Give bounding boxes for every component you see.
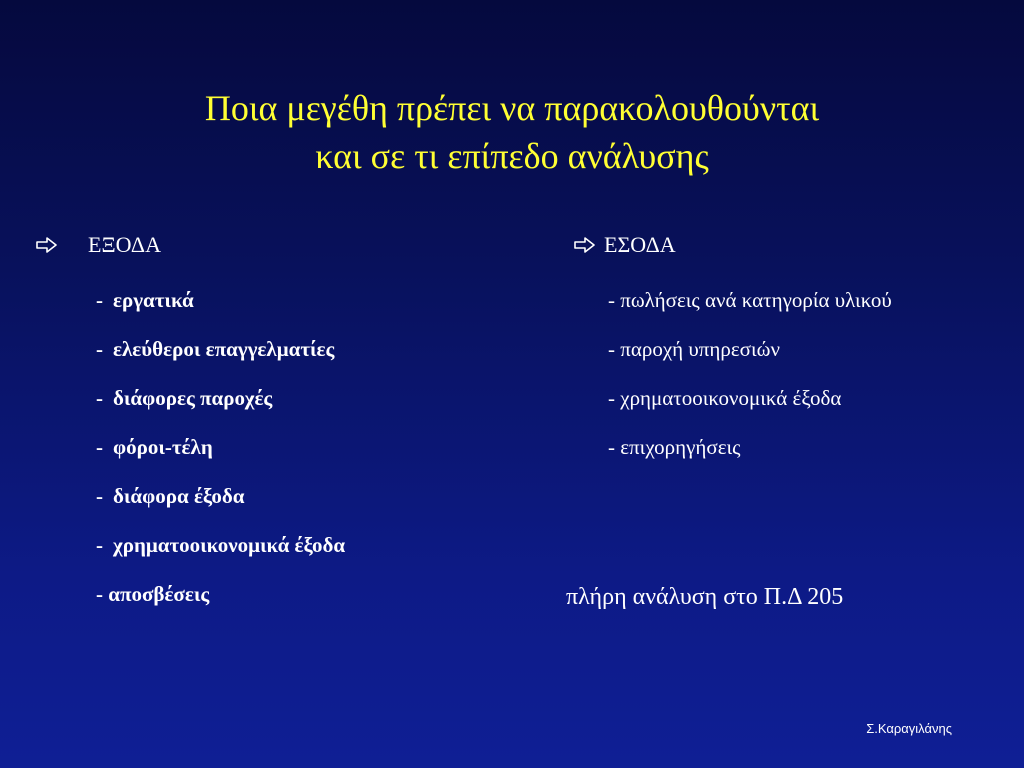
expenses-heading-row [36, 228, 506, 262]
revenues-column [574, 228, 1004, 472]
slide-title-line-2: και σε τι επίπεδο ανάλυσης [315, 136, 709, 176]
list-item: - ελεύθεροι επαγγελματίες [96, 337, 335, 361]
expenses-heading: ΕΞΟΔΑ [88, 232, 161, 257]
list-item: - διάφορα έξοδα [96, 484, 245, 508]
right-arrow-icon [36, 237, 58, 253]
right-arrow-icon [574, 237, 596, 253]
list-item: - πωλήσεις ανά κατηγορία υλικού [608, 288, 892, 312]
list-item: - χρηματοοικονομικά έξοδα [96, 533, 346, 557]
list-item: - επιχορηγήσεις [608, 435, 741, 459]
list-item: - διάφορες παροχές [96, 386, 273, 410]
revenues-list [608, 276, 1004, 472]
revenues-heading-row [574, 228, 1004, 262]
analysis-note: πλήρη ανάλυση στο Π.Δ 205 [566, 584, 844, 610]
author-footer: Σ.Καραγιλάνης [866, 721, 952, 736]
expenses-column [36, 228, 506, 619]
slide-title-line-1: Ποια μεγέθη πρέπει να παρακολουθούνται [204, 88, 820, 128]
list-item: - αποσβέσεις [96, 582, 210, 606]
expenses-list [96, 276, 506, 619]
slide-title [0, 84, 1024, 180]
list-item: - παροχή υπηρεσιών [608, 337, 780, 361]
list-item: - χρηματοοικονομικά έξοδα [608, 386, 842, 410]
revenues-heading: ΕΣΟΔΑ [604, 232, 676, 257]
list-item: - φόροι-τέλη [96, 435, 213, 459]
list-item: - εργατικά [96, 288, 194, 312]
